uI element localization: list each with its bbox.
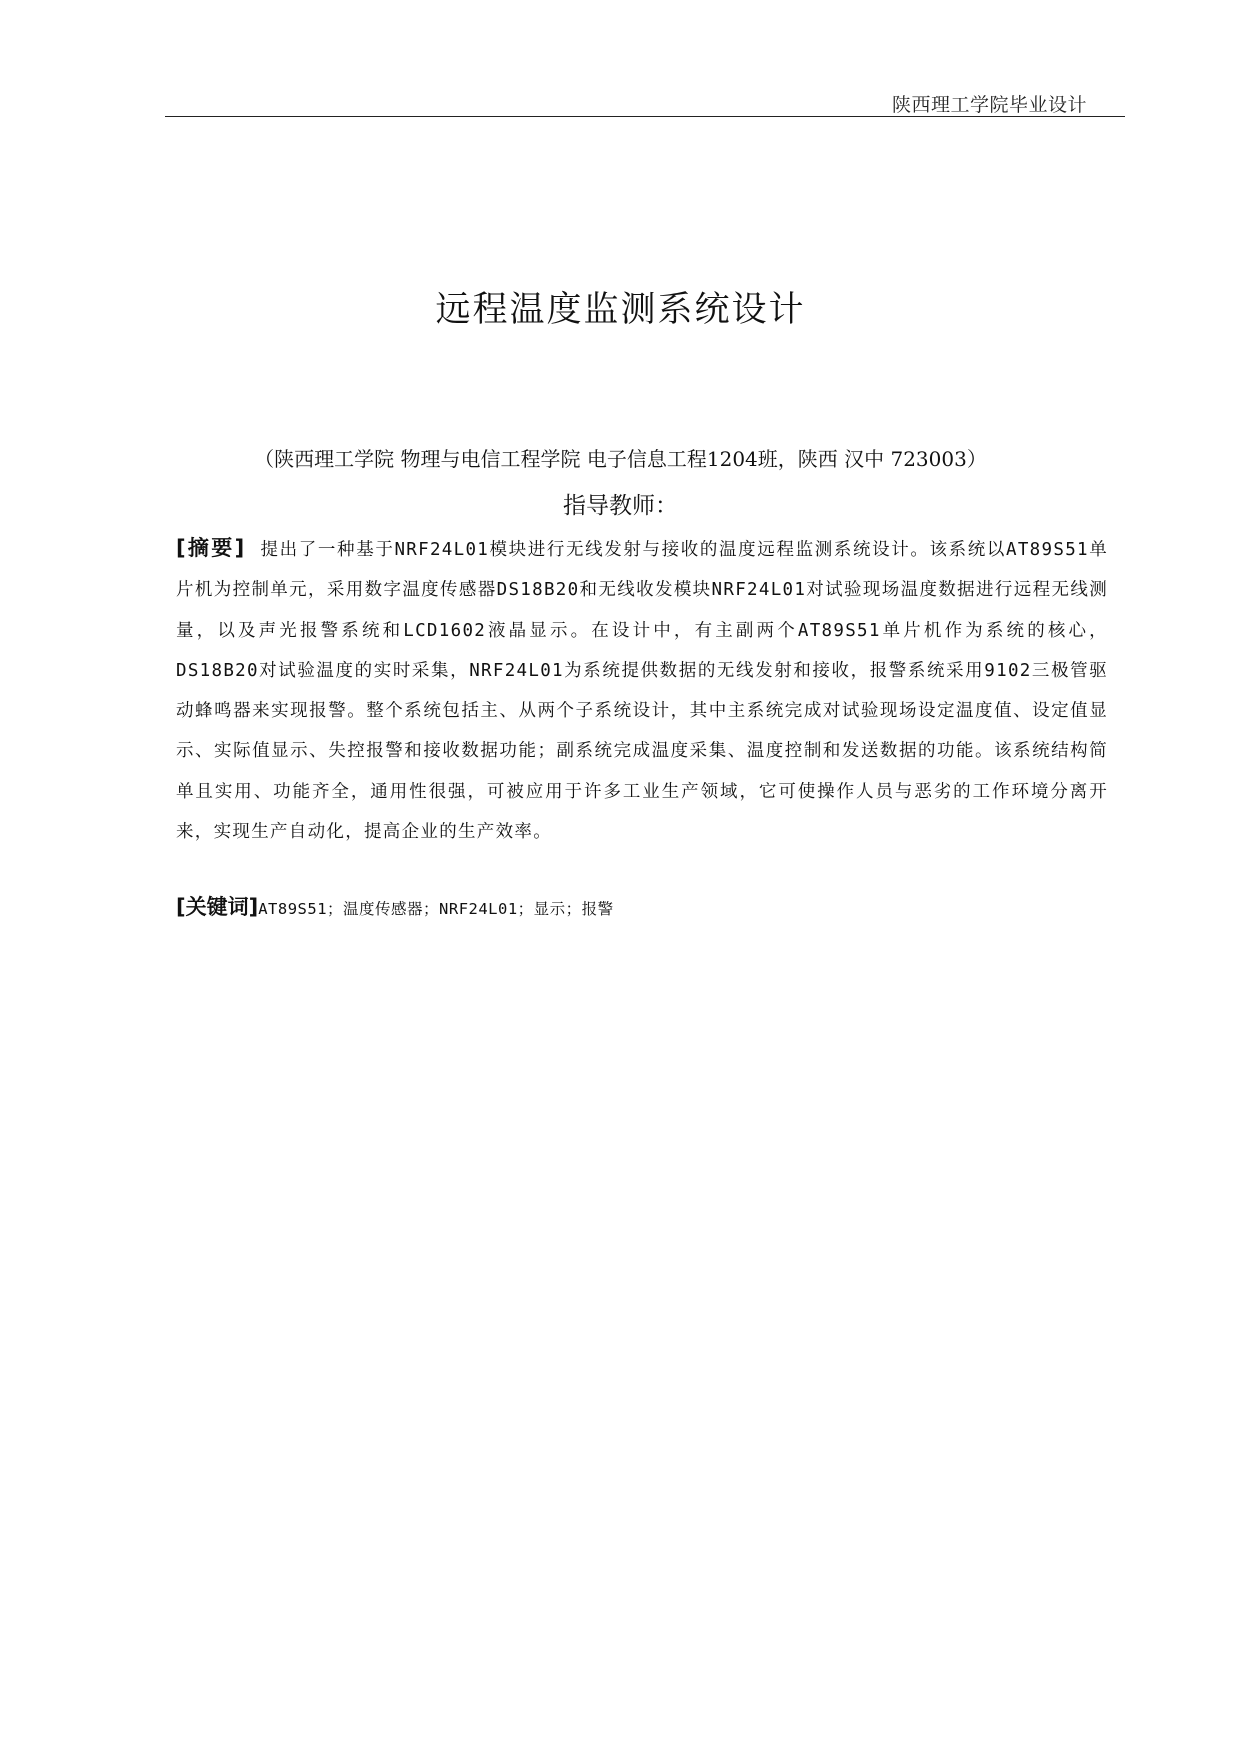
advisor-label: 指导教师： — [563, 493, 678, 519]
header-text: 陕西理工学院毕业设计 — [891, 94, 1087, 116]
abstract-paragraph — [176, 528, 1108, 852]
keywords-text: AT89S51；温度传感器；NRF24L01；显示；报警 — [258, 900, 614, 918]
page-header — [165, 86, 1125, 117]
document-title: 远程温度监测系统设计 — [435, 290, 806, 330]
abstract-text: 提出了一种基于NRF24L01模块进行无线发射与接收的温度远程监测系统设计。该系统以AT89S51单片机为控制单元，采用数字温度传感器DS18B20和无线收发模块NRF24L01对试验现场温度数据进行远程无线测量，以及声光报警系统和LCD1602液晶显示。在设计中，有主副两个AT89S51单片机作为系统的核心，DS18B20对试验温度的实时采集，NRF24L01为系统提供数据的无线发射和接收，报警系统采用9102三极管驱动蜂鸣器来实现报警。整个系统包括主、从两个子系统设计，其中主系统完成对试验现场设定温度值、设定值显示、实际值显示、失控报警和接收数据功能；副系统完成温度采集、温度控制和发送数据的功能。该系统结构简单且实用、功能齐全，通用性很强，可被应用于许多工业生产领域，它可使操作人员与恶劣的工作环境分离开来，实现生产自动化，提高企业的生产效率。 — [176, 540, 1108, 843]
author-affiliation: （陕西理工学院 物理与电信工程学院 电子信息工程1204班，陕西 汉中 723003） — [254, 447, 987, 471]
keywords-label: [关键词] — [176, 895, 259, 919]
abstract-label: [摘要] — [176, 536, 247, 560]
keywords-line — [176, 891, 1108, 921]
